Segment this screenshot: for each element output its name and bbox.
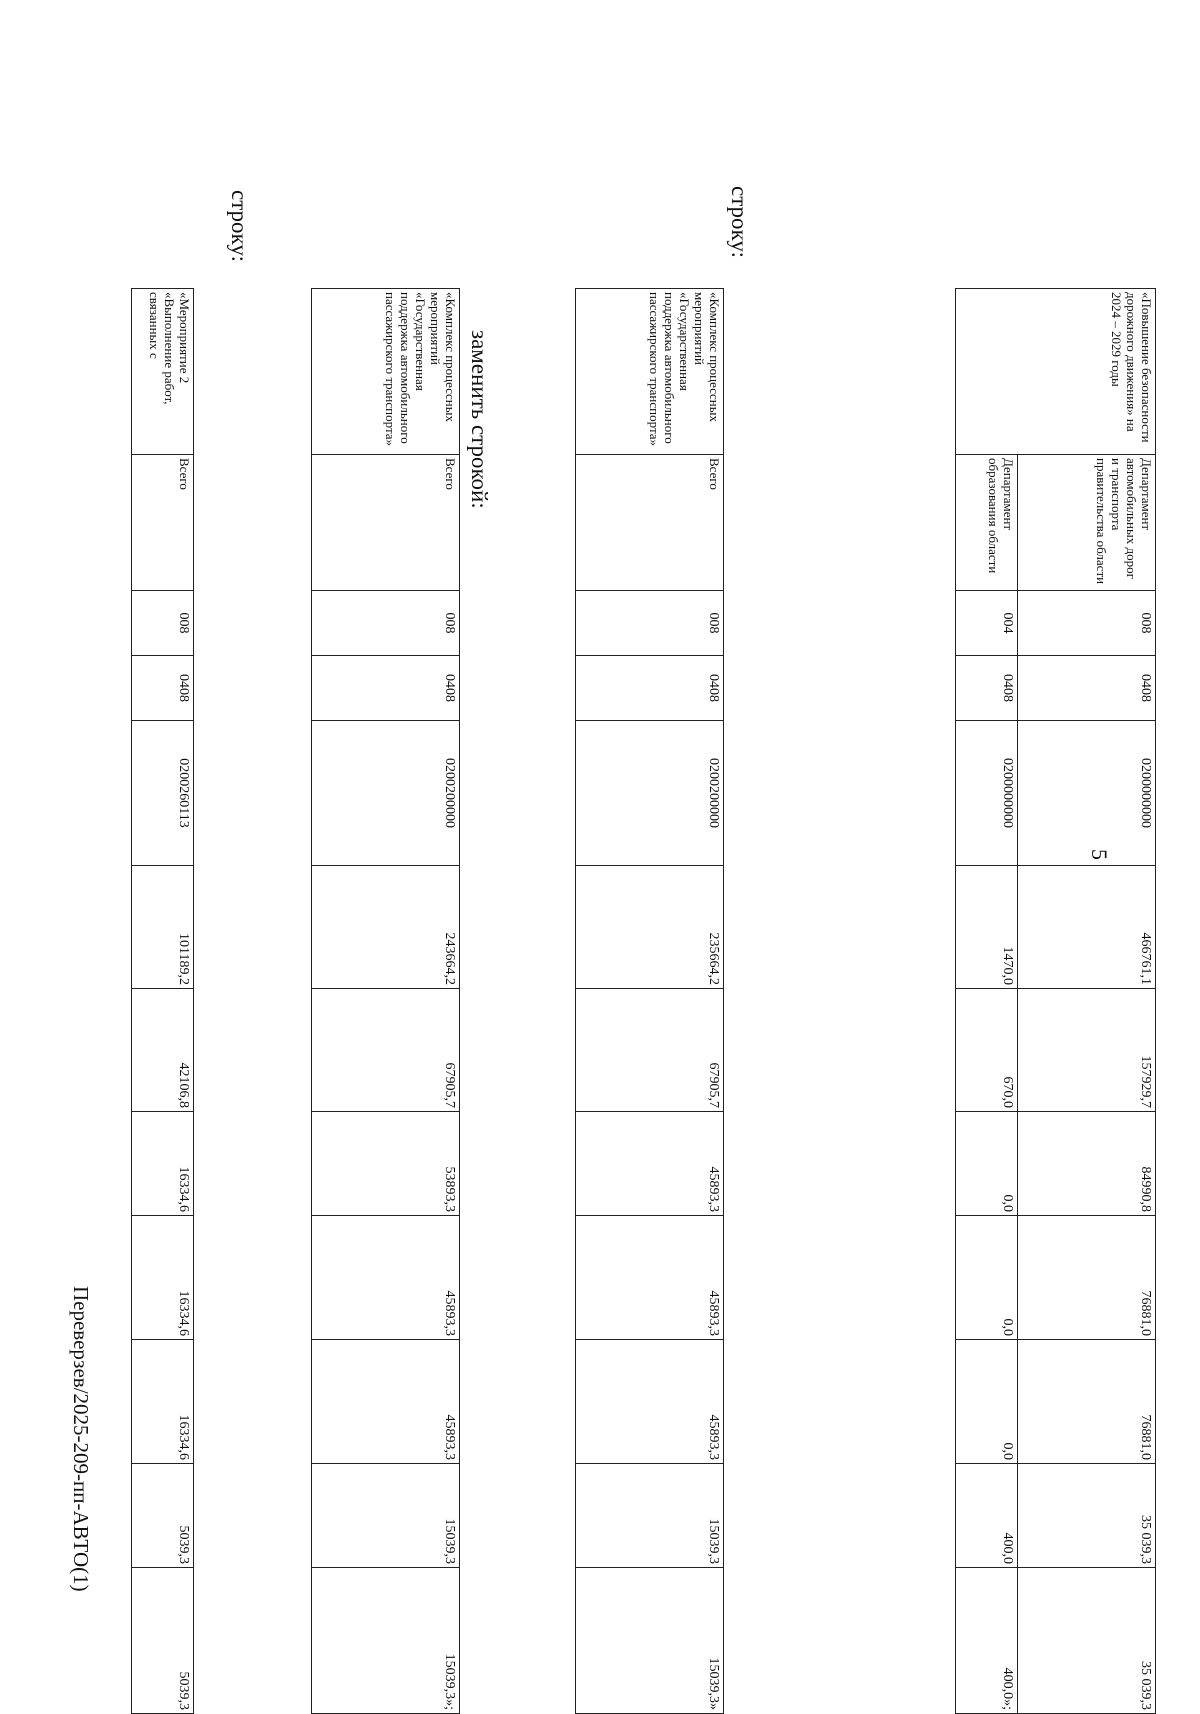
amount-2027: 76881,0 bbox=[1018, 1340, 1156, 1464]
document-footer-code: Переверзев/2025-209-пп-АВТО(1) bbox=[69, 1286, 93, 1592]
table-1 bbox=[955, 288, 1156, 1714]
table-2 bbox=[575, 288, 724, 1714]
amount-2026: 45893,3 bbox=[312, 1216, 460, 1340]
amount-total: 466761,1 bbox=[1018, 866, 1156, 989]
program-name: «Повышение безопасности дорожного движения» на 2024 – 2029 годы bbox=[956, 289, 1156, 455]
section-code: 0408 bbox=[576, 656, 724, 721]
target-code: 0200000000 bbox=[1018, 721, 1156, 866]
executor: Департамент автомобильных дорог и транспорта правительства области bbox=[1018, 455, 1156, 591]
amount-2024: 157929,7 bbox=[1018, 989, 1156, 1112]
amount-2027: 16334,6 bbox=[132, 1340, 194, 1464]
amount-total: 101189,2 bbox=[132, 866, 194, 989]
section-code: 0408 bbox=[956, 656, 1018, 721]
amount-total: 1470,0 bbox=[956, 866, 1018, 989]
amount-2029: 15039,3»; bbox=[312, 1568, 460, 1714]
target-code: 0200200000 bbox=[576, 721, 724, 866]
target-code: 0200260113 bbox=[132, 721, 194, 866]
amount-2025: 0,0 bbox=[956, 1112, 1018, 1216]
table-4 bbox=[131, 288, 194, 1714]
table-row bbox=[576, 289, 724, 1714]
amount-2024: 42106,8 bbox=[132, 989, 194, 1112]
caption-line: строку: bbox=[727, 186, 752, 258]
amount-2028: 5039,3 bbox=[132, 1464, 194, 1568]
amount-2027: 45893,3 bbox=[312, 1340, 460, 1464]
target-code: 0200200000 bbox=[312, 721, 460, 866]
section-code: 0408 bbox=[312, 656, 460, 721]
amount-total: 243664,2 bbox=[312, 866, 460, 989]
table-row bbox=[312, 289, 460, 1714]
executor: Всего bbox=[132, 455, 194, 591]
amount-2025: 84990,8 bbox=[1018, 1112, 1156, 1216]
program-name: «Комплекс процессных мероприятий «Государственная поддержка автомобильного пассажирского транспорта» bbox=[312, 289, 460, 455]
amount-2026: 16334,6 bbox=[132, 1216, 194, 1340]
caption-line: строку: bbox=[227, 190, 252, 262]
caption-line: заменить строкой: bbox=[467, 330, 492, 509]
amount-2026: 76881,0 bbox=[1018, 1216, 1156, 1340]
amount-2024: 67905,7 bbox=[576, 989, 724, 1112]
grbs-code: 008 bbox=[132, 591, 194, 656]
table-row bbox=[1018, 289, 1156, 1714]
grbs-code: 008 bbox=[576, 591, 724, 656]
amount-2024: 670,0 bbox=[956, 989, 1018, 1112]
grbs-code: 004 bbox=[956, 591, 1018, 656]
page-number: 5 bbox=[1087, 849, 1112, 860]
amount-2027: 0,0 bbox=[956, 1340, 1018, 1464]
amount-2026: 0,0 bbox=[956, 1216, 1018, 1340]
section-code: 0408 bbox=[132, 656, 194, 721]
amount-2026: 45893,3 bbox=[576, 1216, 724, 1340]
amount-2029: 15039,3» bbox=[576, 1568, 724, 1714]
grbs-code: 008 bbox=[312, 591, 460, 656]
amount-2028: 15039,3 bbox=[576, 1464, 724, 1568]
amount-2029: 5039,3 bbox=[132, 1568, 194, 1714]
program-name: «Мероприятие 2 «Выполнение работ, связанных с bbox=[132, 289, 194, 455]
amount-2028: 400,0 bbox=[956, 1464, 1018, 1568]
table-row bbox=[956, 289, 1018, 1714]
executor: Всего bbox=[312, 455, 460, 591]
executor: Департамент образования области bbox=[956, 455, 1018, 591]
target-code: 0200000000 bbox=[956, 721, 1018, 866]
amount-2029: 400,0»; bbox=[956, 1568, 1018, 1714]
executor: Всего bbox=[576, 455, 724, 591]
amount-2027: 45893,3 bbox=[576, 1340, 724, 1464]
program-name: «Комплекс процессных мероприятий «Государственная поддержка автомобильного пассажирского транспорта» bbox=[576, 289, 724, 455]
amount-2025: 45893,3 bbox=[576, 1112, 724, 1216]
amount-2024: 67905,7 bbox=[312, 989, 460, 1112]
amount-2028: 15039,3 bbox=[312, 1464, 460, 1568]
amount-2025: 16334,6 bbox=[132, 1112, 194, 1216]
amount-total: 235664,2 bbox=[576, 866, 724, 989]
amount-2028: 35 039,3 bbox=[1018, 1464, 1156, 1568]
table-3 bbox=[311, 288, 460, 1714]
amount-2025: 53893,3 bbox=[312, 1112, 460, 1216]
section-code: 0408 bbox=[1018, 656, 1156, 721]
grbs-code: 008 bbox=[1018, 591, 1156, 656]
amount-2029: 35 039,3 bbox=[1018, 1568, 1156, 1714]
table-row bbox=[132, 289, 194, 1714]
